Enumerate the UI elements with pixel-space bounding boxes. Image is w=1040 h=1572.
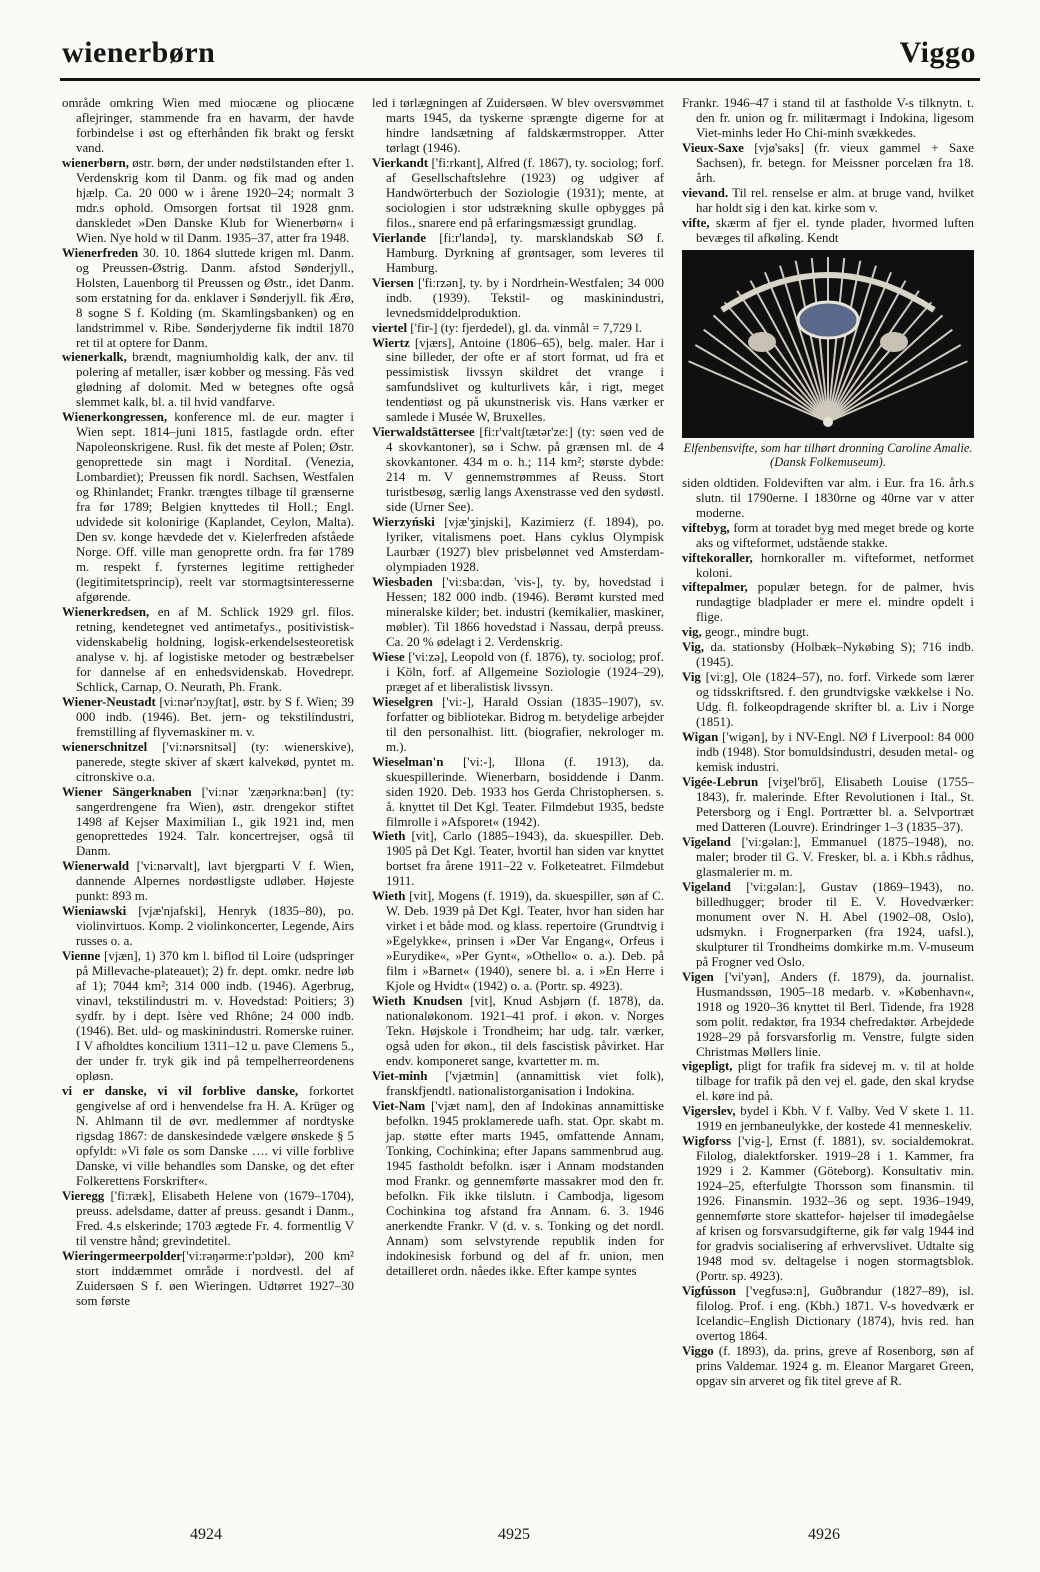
dictionary-entry (682, 835, 974, 880)
entry-headword: Vienne (62, 949, 101, 964)
entry-headword: Vierlande (372, 230, 426, 245)
entry-text: ['vi:nərvalt], lavt bjergparti V f. Wien, dannende Alpernes nordøstligste udløber. Højeste punkt: 893 m. (76, 859, 354, 904)
entry-text: (f. 1893), da. prins, greve af Rosenborg, søn af prins Valdemar. 1924 g. m. Eleanor Margaret Green, opgav sin arveret og fik titel greve af R. (696, 1343, 974, 1388)
entry-headword: vifte, (682, 215, 710, 230)
entry-headword: Vig (682, 670, 701, 685)
entry-text: da. stationsby (Holbæk–Nykøbing S); 716 indb. (1945). (696, 640, 974, 670)
column-1 (62, 96, 354, 1506)
entry-headword: Vigeland (682, 879, 731, 894)
entry-headword: Wieselman'n (372, 754, 444, 769)
dictionary-entry (62, 246, 354, 351)
dictionary-entry (372, 156, 664, 231)
entry-headword: Wigforss (682, 1134, 732, 1149)
column-2 (372, 96, 664, 1506)
entry-text: østr. børn, der under nødstilstanden efter 1. Verdenskrig kom til Danm. og fik mad og anden hjælp. Ca. 20 000 w i årene 1920–24; normalt 3 mdr.s ophold. Omsorgen fortsat til 1928 gnm. danskledet »Den Danske Klub for Wienerbørn« i Wien. Nye hold w til Danm. 1935–37, atter fra 1948. (76, 155, 354, 245)
dictionary-entry (62, 904, 354, 949)
entry-text: konference ml. de eur. magter i Wien sept. 1814–juni 1815, fastlagde ordn. efter Napoleonskrigene. Rusl. fik det meste af Polen; Østr. genoprettede sin magt i NorditaI. (Venezia, Lombardiet); Preussen fik nordl. Sachsen, Westfalen og Rhinlandet; Frankr. trængtes tilbage til grænserne fra før 1789; Belgien knyttedes til Holl.; Engl. udvidede sit kolonirige (Kaplandet, Ceylon, Malta). Den sv. konge hævdede det v. Kielerfreden afståede Norge. Off. ville man genoprette ordn. fra før 1789 m. respekt f. fyrsternes legitime rettigheder (legitimitetsprincip), reelt var stormagtsinteresserne afgørende. (76, 410, 354, 604)
entry-text: område omkring Wien med miocæne og pliocæne aflejringer, stammende fra en havarm, der havde forbindelse i øst og efterhånden fik brakt og ferskt vand. (62, 96, 354, 155)
entry-text: skærm af fjer el. tynde plader, hvormed luften bevæges til afkøling. Kendt (696, 215, 974, 245)
entry-text: ['vjætmin] (annamittisk viet folk), franskfjendtl. nationalistorganisation i Indokina. (386, 1068, 664, 1098)
entry-headword: Wiener Sängerknaben (62, 784, 192, 799)
column-3-bottom (682, 476, 974, 1389)
entry-text: siden oldtiden. Foldeviften var alm. i Eur. fra 16. årh.s slutn. til 1790erne. I 1830rne og 40rne var v atter moderne. (682, 475, 974, 520)
dictionary-entry (62, 605, 354, 695)
dictionary-entry (682, 730, 974, 775)
dictionary-entry (682, 1134, 974, 1284)
dictionary-entry (682, 1284, 974, 1344)
figure-caption: Elfenbensvifte, som har tilhørt dronning Caroline Amalie. (Dansk Folkemuseum). (683, 440, 973, 470)
entry-text: 30. 10. 1864 sluttede krigen ml. Danm. og Preussen-Østrig. Danm. afstod Sønderjyll., Holsten, Lauenborg til Preussen og Østr., idet Danm. som erstatning for da. enklaver i Sønderjyll. fik Ærø, 8 sogne S f. Kolding (m. Skamlingsbanken) og en landstrimmel v. Ribe. Sønderjyderne fik indtil 1870 ret til at optere for Danm. (76, 245, 354, 350)
entry-headword: Wigan (682, 730, 719, 745)
entry-headword: Wienerkredsen, (62, 604, 150, 619)
dictionary-entry (62, 96, 354, 156)
dictionary-entry (682, 141, 974, 186)
entry-text: ['vi:nərsnitsəl] (ty: wienerskive), panerede, stegte skiver af skært kalvekød, pyntet m. citronskive o.a. (76, 739, 354, 784)
dictionary-entry (682, 1344, 974, 1389)
entry-text: form at toradet byg med meget brede og korte aks og vifteformet, udstående stakke. (696, 520, 974, 550)
entry-headword: vig, (682, 625, 702, 640)
entry-headword: Vigen (682, 969, 714, 984)
dictionary-entry (682, 1104, 974, 1134)
entry-headword: Vigerslev, (682, 1104, 736, 1119)
entry-text: [vi:g], Ole (1824–57), no. forf. Virkede som lærer og tidsskriftsred. f. den grundtvigske vækkelse i No. Udg. fl. folkeopdragende skrifter bl. a. Liv i Norge (1851). (696, 670, 974, 730)
entry-text: ['vi'yən], Anders (f. 1879), da. journalist. Husmandssøn, 1905–18 medarb. v. »København«, 1918 og 1920–36 knyttet til Berl. Tidende, fra 1928 som polit. redaktør, fra 1934 chefredaktør. Arbejdede 1928–29 på forsvarsforlig m. Venstre, fulgte siden Christmas Møllers linie. (696, 969, 974, 1059)
entry-headword: viftekoraller, (682, 550, 753, 565)
entry-text: [vjø'saks] (fr. vieux gammel + Saxe Sachsen), fr. betegn. for Meissner porcelæn fra 18. årh. (696, 140, 974, 185)
entry-text: pligt for trafik fra sidevej m. v. til at holde tilbage for trafik på den vej el. gade, den skal krydse el. køre ind på. (696, 1059, 974, 1104)
dictionary-entry (372, 515, 664, 575)
entry-text: ['vi:nər 'zæŋərkna:bən] (ty: sangerdrengene fra Wien), østr. drengekor stiftet 1498 af Kejser Maximilian I., gik 1921 ind, men genoprettedes 1924. Talr. koncertrejser, også til Danm. (76, 784, 354, 859)
entry-headword: Wiese (372, 649, 405, 664)
dictionary-entry (682, 580, 974, 625)
dictionary-entry (372, 829, 664, 889)
entry-text: [vjærs], Antoine (1806–65), belg. maler. Har i sine billeder, der ofte er af stort format, ud fra et pessimistisk livssyn skildret det vrange i samfundslivet og kulturlivets kår, i rigt, meget tendentiøst og på ukunstnerisk vis. Hans værker er samlede i Musée W, Bruxelles. (386, 335, 664, 425)
header-rule (60, 78, 980, 81)
running-head-left: wienerbørn (62, 36, 216, 69)
entry-headword: Vig, (682, 640, 705, 655)
entry-text: [vjæn], 1) 370 km l. biflod til Loire (udspringer på Millevache-plateauet); 2) fr. dept. omkr. nedre løb af 1); 7044 km²; 314 000 indb. (1946). Agerbrug, vinavl, tekstilindustri m. v. Hovedstad: Poitiers; 3) sydfr. by i dept. Isère ved Rhône; 24 000 indb. (1946). Bet. uld- og maskinindustri. Romerske ruiner. I V afholdtes koncilium 1311–12 u. pave Clemens 5., der under fr. tryk gik ind på tempelherreordenens opløsn. (76, 949, 354, 1083)
dictionary-entry (372, 695, 664, 755)
entry-headword: Viet-minh (372, 1068, 428, 1083)
dictionary-entry (682, 880, 974, 970)
dictionary-entry (682, 670, 974, 730)
dictionary-entry (62, 859, 354, 904)
entry-text: ['vi:rəŋərme:r'pɔldər), 200 km² stort inddæmmet område i nordvestl. del af Zuidersøen S f. øen Wieringen. Udtørret 1927–30 som første (76, 1248, 354, 1308)
entry-text: ['vjæt nam], den af Indokinas annamittiske befolkn. 1945 proklamerede uafh. stat. Opr. skabt m. jap. støtte efter marts 1945, omfattende Annam, Tonking, Cochinkina; efter Japans sammenbrud aug. 1945 fastholdt befolkn. især i Annam modstanden mod Frankr. og gennemførte massakrer mod den fr. befolkn. Fik ikke tilslutn. i Cambodja, ligesom Cochinkina tog afstand fra Annam. 6. 3. 1946 anerkendte Frankr. V (d. v. s. Tonking og det nordl. Annam) som selvstyrende republik inden for indokinesisk forbund og del af fr. union, men detailleret ordn. nåedes ikke. Efter kampe syntes (386, 1098, 664, 1278)
entry-text: [vi:nər'nɔyʃtat], østr. by S f. Wien; 39 000 indb. (1946). Bet. jern- og tekstilindustri, fremstilling af flyvemaskiner m. v. (76, 694, 354, 739)
entry-headword: Viersen (372, 275, 414, 290)
entry-text: [vit], Carlo (1885–1943), da. skuespiller. Deb. 1905 på Det Kgl. Teater, hvortil han siden var knyttet bortset fra årene 1911–22 v. Folketeatret. Filmdebut 1911. (386, 829, 664, 889)
entry-headword: Wiener-Neustadt (62, 694, 156, 709)
page-number-left: 4924 (190, 1526, 222, 1543)
fan-illustration (682, 250, 974, 438)
entry-text: geogr., mindre bugt. (701, 625, 810, 640)
entry-text: [vjæ'njafski], Henryk (1835–80), po. violinvirtuos. Komp. 2 violinkoncerter, Legende, Airs russes o. a. (76, 904, 354, 949)
entry-headword: Viggo (682, 1343, 714, 1358)
dictionary-entry (682, 476, 974, 521)
dictionary-entry (682, 775, 974, 835)
dictionary-entry (62, 740, 354, 785)
entry-text: led i tørlægningen af Zuidersøen. W blev oversvømmet marts 1945, da tyskerne sprængte digerne for at hindre landsætning af faldskærmstropper. Atter tørlagt (1946). (372, 96, 664, 155)
entry-headword: viftebyg, (682, 520, 730, 535)
entry-headword: Vigfússon (682, 1284, 736, 1298)
entry-headword: vi er danske, vi vil forblive danske, (62, 1083, 299, 1098)
column-3 (682, 96, 974, 1506)
entry-text: en af M. Schlick 1929 grl. filos. retning, kendetegnet ved antimetafys., positivistisk-videnskabelig holdning, logisk-erkendelsesteoretisk analyse v. hj. af logistiske metoder og bestræbelser for dannelse af en enhedsvidenskab. Hovedrepr. Schlick, Carnap, O. Neurath, Ph. Frank. (76, 604, 354, 694)
entry-headword: Wienerkongressen, (62, 410, 168, 425)
entry-text: Frankr. 1946–47 i stand til at fastholde V-s tilknytn. t. den fr. union og fr. militærmagt i Indokina, ligesom Viet-minhs leder Ho Chi-minh svækkedes. (682, 96, 974, 140)
entry-headword: Wienerfreden (62, 245, 139, 260)
entry-text: ['vi:zə], Leopold von (f. 1876), ty. sociolog; prof. i Köln, forf. af Allgemeine Soziologie (1924–29), præget af et liberalistisk livssyn. (386, 649, 664, 694)
entry-headword: Wieringermeerpolder (62, 1248, 183, 1263)
entry-headword: viertel (372, 320, 408, 335)
entry-text: ['fir-] (ty: fjerdedel), gl. da. vinmål = 7,729 l. (407, 320, 642, 335)
entry-headword: vievand. (682, 185, 729, 200)
dictionary-entry (682, 216, 974, 246)
column-3-top (682, 96, 974, 246)
entry-headword: wienerschnitzel (62, 739, 148, 754)
entry-headword: wienerbørn, (62, 155, 129, 170)
running-head-right: Viggo (899, 36, 976, 69)
page-number-right: 4926 (808, 1526, 840, 1543)
entry-text: [vit], Mogens (f. 1919), da. skuespiller, søn af C. W. Deb. 1939 på Det Kgl. Teater, hvor han siden har virket i et både mod. og klass. repertoire (Grundtvig i »Egelykke«, prinsen i »Der Var Engang«, Orfeus i »Eurydike«, »Per Gynt«, »Othello« o. a.). Deb. på film i »Barnet« (1940), senere bl. a. i »En Herre i Kjole og Hvidt« (1942) o. a. (Portr. sp. 4923). (386, 889, 664, 994)
dictionary-entry (372, 755, 664, 830)
dictionary-entry (62, 785, 354, 860)
entry-headword: Vieux-Saxe (682, 140, 744, 155)
entry-headword: Wierzyński (372, 515, 435, 530)
entry-headword: Wiertz (372, 335, 410, 350)
dictionary-entry (372, 1099, 664, 1279)
dictionary-entry (682, 521, 974, 551)
entry-headword: Wieth Knudsen (372, 994, 463, 1009)
entry-text: ['vi:gəlan:], Emmanuel (1875–1948), no. maler; broder til G. V. Fresker, bl. a. i Kbh.s rådhus, glasmalerier m. m. (696, 834, 974, 879)
dictionary-entry (62, 156, 354, 246)
dictionary-entry (62, 1084, 354, 1189)
dictionary-entry (62, 350, 354, 410)
entry-headword: Wiesbaden (372, 575, 433, 589)
entry-text: hornkoraller m. vifteformet, netformet koloni. (696, 550, 974, 580)
dictionary-entry (372, 575, 664, 650)
dictionary-entry (372, 994, 664, 1069)
entry-text: ['fi:rkant], Alfred (f. 1867), ty. sociolog; forf. af Gesellschaftslehre (1923) og udgiver af Handwörterbuch der Soziologie (1931); mente, at sociologien i stor udstrækning skulle opbygges på filos., snarere end på erfaringsmæssigt grundlag. (386, 155, 664, 230)
entry-headword: wienerkalk, (62, 350, 127, 365)
entry-text: forkortet gengivelse af ord i henvendelse fra H. A. Krüger og N. Ahlmann til de øvr. medlemmer af nordtyske rigsdag 1867: de danskesindede vælgere ønskede § 5 opfyldt: »Vi føle os som Danske …. vi ville forblive Danske, vi ville behandles som Danske, og det efter Folkerettens Forskrifter«. (76, 1083, 354, 1188)
entry-text: bydel i Kbh. V f. Valby. Ved V skete 1. 11. 1919 en jernbaneulykke, der kostede 41 menneskeliv. (696, 1104, 974, 1134)
entry-text: [vit], Knud Asbjørn (f. 1878), da. nationaløkonom. 1921–41 prof. i økon. v. Norges Tekn. Højskole i Trondheim; har udg. talr. værker, også uden for økon., til dels fascistisk påvirket. Har endv. komponeret sange, kvartetter m. m. (386, 994, 664, 1068)
page-number-middle: 4925 (498, 1526, 530, 1543)
dictionary-entry (682, 640, 974, 670)
entry-text: ['vi:-], Illona (f. 1913), da. skuespillerinde. Wienerbarn, bosiddende i Danm. siden 1920. Deb. 1933 hos Gerda Christophersen. s. å. knyttet til Det Kgl. Teater. Filmdebut 1935, bedste filmrolle i »Afsporet« (1942). (386, 754, 664, 829)
entry-headword: Vieregg (62, 1188, 105, 1203)
entry-text: brændt, magniumholdig kalk, der anv. til polering af metaller, især kobber og messing. Fås ved glødning af dolomit. Med w betegnes ofte også slemmet kalk, bl. a. til hvid vandfarve. (76, 350, 354, 410)
dictionary-entry (62, 695, 354, 740)
entry-text: ['fi:ræk], Elisabeth Helene von (1679–1704), preuss. adelsdame, datter af preuss. gesandt i Danm., Fred. 4.s elskerinde; 1703 ægtede Fr. 4. formentlig V til venstre hånd; grevindetitel. (76, 1188, 354, 1248)
entry-headword: Vigeland (682, 834, 731, 849)
dictionary-entry (372, 96, 664, 156)
dictionary-entry (372, 321, 664, 336)
entry-text: Til rel. renselse er alm. at bruge vand, hvilket har holdt sig i den kat. kirke som v. (696, 185, 974, 215)
entry-headword: Wieth (372, 829, 406, 844)
dictionary-entry (372, 650, 664, 695)
entry-text: ['vi:gəlan:], Gustav (1869–1943), no. billedhugger; broder til E. V. Hovedværker: monument over N. H. Abel (1902–08, Oslo), udsmykn. i Frognerparken (fra 1924, uafsl.), skulpturer til Trondheims domkirke m.m. V-museum på Frogner ved Oslo. (696, 879, 974, 969)
dictionary-entry (62, 1189, 354, 1249)
entry-text: ['vig-], Ernst (f. 1881), sv. socialdemokrat. Filolog, dialektforsker. 1919–28 i 1. Kammer, fra 1929 i 2. Kammer (Göteborg). Konsultativ min. 1924–25, efterfulgte Thorsson som finansmin. til 1926. Finansmin. 1932–36 og sept. 1936–1949, gennemførte store skattefor- højelser til imødegåelse af krisen og forsvarsudgifterne, gik før valg 1944 ind for gradvis socialisering af erhvervslivet. Udtalte sig 1948 mod sv. deltagelse i nogen stormagtsblok. (Portr. sp. 4923). (696, 1134, 974, 1284)
entry-text: ['vi:sba:dən, 'vis-], ty. by, hovedstad i Hessen; 182 000 indb. (1946). Berømt kursted med mineralske kilder; bet. industri (kemikalier, maskiner, møbler). Til 1866 hovedstad i Nassau, derpå preuss. Ca. 20 % ødelagt i 2. Verdenskrig. (386, 575, 664, 649)
entry-headword: Vigée-Lebrun (682, 775, 759, 790)
dictionary-entry (372, 425, 664, 515)
entry-text: [fi:r'valtʃtætər'ze:] (ty: søen ved de 4 skovkantoner), sø i Schw. på grænsen ml. de 4 skovkantoner. 434 m o. h.; 114 km²; største dybde: 214 m. V gennemstrømmes af Reuss. Stort turistbesøg, særlig langs Axenstrasse ved den sydøstl. side (Urner See). (386, 425, 664, 515)
dictionary-entry (682, 1059, 974, 1104)
entry-text: populær betegn. for de palmer, hvis rundagtige bladplader er mere el. mindre opdelt i flige. (696, 580, 974, 625)
dictionary-entry (682, 551, 974, 581)
entry-headword: Vierkandt (372, 155, 429, 170)
entry-headword: Wieniawski (62, 904, 127, 919)
ivory-fan-image (682, 250, 974, 438)
dictionary-entry (372, 231, 664, 276)
dictionary-entry (372, 889, 664, 994)
entry-headword: Wienerwald (62, 859, 130, 874)
entry-text: ['fi:rzən], ty. by i Nordrhein-Westfalen; 34 000 indb. (1939). Tekstil- og maskinindustri, levnedsmiddelproduktion. (386, 275, 664, 320)
dictionary-entry (62, 410, 354, 605)
dictionary-entry (372, 276, 664, 321)
entry-text: ['vi:-], Harald Ossian (1835–1907), sv. forfatter og bibliotekar. Bidrog m. betydelige arbejder til den personalhist. litt. (biografier, nekrologer m. m.). (386, 694, 664, 754)
dictionary-entry (372, 336, 664, 426)
entry-text: [vjæ'ʒinjski], Kazimierz (f. 1894), po. lyriker, vitalismens poet. Hans cyklus Olympisk Laurbær (1927) blev prisbelønnet ved Amsterdam-olympiaden 1928. (386, 515, 664, 575)
entry-headword: Wieselgren (372, 694, 434, 709)
entry-headword: viftepalmer, (682, 580, 748, 595)
entry-text: [viʒel'brő], Elisabeth Louise (1755–1843), fr. malerinde. Efter Revolutionen i Ital., St. Petersborg og i Engl. Portrætter bl. a. Selvportræt med Datteren (Louvre). Erindringer 1–3 (1835–37). (696, 775, 974, 834)
dictionary-entry (62, 949, 354, 1084)
entry-headword: Wieth (372, 889, 406, 904)
entry-headword: Vierwaldstättersee (372, 425, 475, 440)
entry-headword: Viet-Nam (372, 1098, 426, 1113)
dictionary-entry (682, 970, 974, 1060)
dictionary-entry (372, 1069, 664, 1099)
dictionary-entry (682, 96, 974, 141)
entry-text: ['vegfusə:n], Guðbrandur (1827–89), isl. filolog. Prof. i eng. (Kbh.) 1871. V-s hovedværk er Icelandic–English Dictionary (1874), hvis red. han overtog 1864. (696, 1284, 974, 1343)
dictionary-entry (62, 1249, 354, 1309)
dictionary-entry (682, 625, 974, 640)
entry-text: ['wigən], by i NV-Engl. NØ f Liverpool: 84 000 indb (1948). Stor bomuldsindustri, desuden metal- og kemisk industri. (696, 730, 974, 775)
entry-text: [fi:r'landə], ty. marsklandskab SØ f. Hamburg. Dyrkning af grøntsager, som leveres til Hamburg. (386, 230, 664, 275)
entry-headword: vigepligt, (682, 1059, 733, 1074)
dictionary-entry (682, 186, 974, 216)
